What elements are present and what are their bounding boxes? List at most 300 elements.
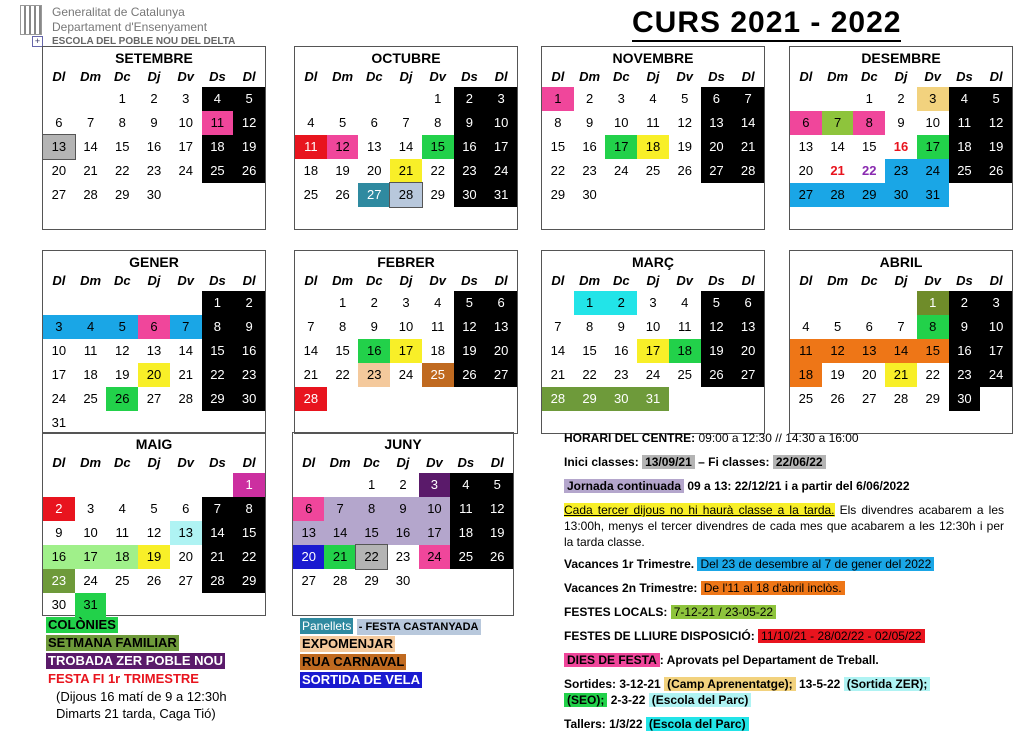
day-cell: 2 bbox=[454, 87, 486, 111]
day-cell: 12 bbox=[115, 343, 130, 358]
weekday-label: Dc bbox=[113, 273, 131, 288]
day-cell: 4 bbox=[75, 315, 107, 339]
day-cell: 9 bbox=[585, 115, 594, 130]
empty-cell bbox=[853, 291, 885, 315]
day-cell: 17 bbox=[605, 135, 637, 159]
jornada-value: 09 a 13: 22/12/21 i a partir del 6/06/2022 bbox=[687, 479, 910, 493]
weekday-label: Dc bbox=[860, 69, 878, 84]
day-cell: 12 bbox=[146, 525, 162, 540]
day-cell: 31 bbox=[51, 415, 67, 430]
day-cell: 5 bbox=[482, 473, 513, 497]
day-cell: 2 bbox=[43, 497, 75, 521]
inici-value: 13/09/21 bbox=[642, 455, 695, 469]
weekday-label: Dj bbox=[646, 69, 660, 84]
day-cell: 19 bbox=[677, 139, 692, 154]
day-cell: 4 bbox=[450, 473, 481, 497]
weekday-label: Dv bbox=[426, 455, 443, 470]
empty-cell bbox=[75, 87, 107, 111]
month-name: JUNY bbox=[384, 436, 422, 452]
day-cell: 5 bbox=[338, 115, 347, 130]
day-cell: 25 bbox=[949, 159, 981, 183]
day-cell: 11 bbox=[430, 319, 445, 334]
day-cell: 21 bbox=[178, 367, 193, 382]
tallers-value: 1/3/22 bbox=[609, 717, 643, 731]
day-cell: 28 bbox=[178, 391, 193, 406]
day-cell: 20 bbox=[367, 163, 382, 178]
day-cell: 12 bbox=[677, 115, 692, 130]
weekday-label: Dv bbox=[924, 273, 942, 288]
day-cell: 20 bbox=[798, 163, 814, 178]
day-cell: 8 bbox=[338, 319, 347, 334]
day-cell: 8 bbox=[917, 315, 949, 339]
day-cell: 20 bbox=[138, 363, 170, 387]
day-cell: 24 bbox=[398, 367, 414, 382]
empty-cell bbox=[170, 291, 202, 315]
horari-label: HORARI DEL CENTRE: bbox=[564, 431, 696, 445]
day-cell: 15 bbox=[335, 343, 350, 358]
weekday-label: Ds bbox=[461, 273, 478, 288]
day-cell: 14 bbox=[830, 139, 845, 154]
weekday-label: Dj bbox=[147, 455, 161, 470]
month-calendar bbox=[292, 432, 514, 616]
day-cell: 27 bbox=[146, 391, 162, 406]
day-cell: 24 bbox=[178, 163, 193, 178]
day-cell: 9 bbox=[55, 525, 63, 540]
tallers-label: Tallers: bbox=[564, 717, 606, 731]
day-cell: 5 bbox=[454, 291, 486, 315]
empty-cell bbox=[75, 473, 107, 497]
weekday-label: Dv bbox=[676, 273, 694, 288]
weekday-label: Dc bbox=[113, 455, 131, 470]
empty-cell bbox=[138, 473, 170, 497]
day-cell: 5 bbox=[150, 501, 158, 516]
day-cell: 27 bbox=[51, 187, 67, 202]
day-cell: 24 bbox=[51, 391, 67, 406]
weekday-label: Dl bbox=[242, 273, 256, 288]
day-cell: 19 bbox=[701, 339, 733, 363]
day-cell: 19 bbox=[482, 521, 513, 545]
day-cell: 31 bbox=[75, 593, 107, 617]
day-cell: 9 bbox=[150, 115, 158, 130]
day-grid bbox=[542, 291, 764, 411]
weekday-label: Dc bbox=[860, 273, 878, 288]
day-cell: 6 bbox=[138, 315, 170, 339]
day-cell: 15 bbox=[550, 139, 566, 154]
day-cell: 5 bbox=[106, 315, 138, 339]
day-cell: 22 bbox=[925, 367, 940, 382]
day-cell: 20 bbox=[732, 339, 764, 363]
weekday-label: Dv bbox=[177, 273, 195, 288]
sortides-date-2: 13-5-22 bbox=[798, 677, 841, 691]
day-cell: 16 bbox=[387, 521, 418, 545]
day-cell: 23 bbox=[582, 163, 597, 178]
day-cell: 15 bbox=[422, 135, 454, 159]
day-cell: 23 bbox=[949, 363, 981, 387]
day-cell: 11 bbox=[646, 115, 660, 130]
weekday-label: Dj bbox=[646, 273, 660, 288]
month-calendar bbox=[42, 432, 266, 616]
day-cell: 17 bbox=[917, 135, 949, 159]
day-cell: 27 bbox=[301, 573, 316, 588]
day-cell: 9 bbox=[387, 497, 418, 521]
day-cell: 30 bbox=[51, 597, 67, 612]
day-cell: 7 bbox=[202, 497, 234, 521]
weekday-header bbox=[790, 67, 1012, 87]
empty-cell bbox=[75, 291, 107, 315]
day-cell: 11 bbox=[115, 525, 130, 540]
day-cell: 8 bbox=[853, 111, 885, 135]
day-cell: 11 bbox=[202, 111, 234, 135]
day-cell: 20 bbox=[485, 339, 517, 363]
weekday-label: Dm bbox=[80, 455, 102, 470]
weekday-label: Dm bbox=[332, 69, 354, 84]
day-cell: 4 bbox=[118, 501, 126, 516]
weekday-header bbox=[43, 67, 265, 87]
day-cell: 23 bbox=[358, 363, 390, 387]
lliure-label: FESTES DE LLIURE DISPOSICIÓ: bbox=[564, 629, 755, 643]
dies-label: DIES DE FESTA bbox=[564, 653, 660, 667]
legend-castanyada: - FESTA CASTANYADA bbox=[358, 621, 479, 633]
day-cell: 18 bbox=[83, 367, 98, 382]
day-cell: 23 bbox=[233, 363, 265, 387]
horari-value: 09:00 a 12:30 // 14:30 a 16:00 bbox=[698, 431, 859, 445]
day-cell: 2 bbox=[150, 91, 158, 106]
legend-note-1: (Dijous 16 matí de 9 a 12:30h bbox=[56, 689, 227, 704]
month-name: NOVEMBRE bbox=[612, 50, 694, 66]
day-cell: 4 bbox=[681, 295, 689, 310]
day-cell: 9 bbox=[949, 315, 981, 339]
sortides-place-3: (Escola del Parc) bbox=[649, 693, 752, 707]
festes-locals-row bbox=[564, 604, 776, 620]
weekday-label: Dl bbox=[989, 69, 1003, 84]
day-cell: 26 bbox=[106, 387, 138, 411]
tercer-highlight: Cada tercer dijous no hi haurà classe a la tarda. bbox=[564, 503, 835, 517]
day-cell: 28 bbox=[202, 569, 234, 593]
day-cell: 10 bbox=[614, 115, 629, 130]
day-cell: 2 bbox=[605, 291, 637, 315]
vac2-value: De l'11 al 18 d'abril inclòs. bbox=[701, 581, 845, 595]
tercer-dijous-text bbox=[564, 502, 1004, 550]
day-cell: 30 bbox=[146, 187, 162, 202]
month-name: FEBRER bbox=[377, 254, 435, 270]
lliure-disposicio-row bbox=[564, 628, 925, 644]
weekday-label: Dc bbox=[365, 69, 383, 84]
weekday-label: Dm bbox=[80, 273, 102, 288]
weekday-label: Dv bbox=[429, 273, 447, 288]
day-grid bbox=[542, 87, 764, 207]
day-cell: 28 bbox=[332, 573, 348, 588]
day-cell: 15 bbox=[862, 139, 877, 154]
day-cell: 6 bbox=[732, 291, 764, 315]
day-cell: 14 bbox=[303, 343, 319, 358]
empty-cell bbox=[295, 291, 327, 315]
weekday-label: Dc bbox=[363, 455, 380, 470]
festes-label: FESTES LOCALS: bbox=[564, 605, 668, 619]
day-cell: 27 bbox=[358, 183, 390, 207]
day-cell: 14 bbox=[83, 139, 98, 154]
day-cell: 15 bbox=[202, 339, 234, 363]
day-cell: 6 bbox=[55, 115, 63, 130]
day-cell: 8 bbox=[202, 315, 234, 339]
day-cell: 29 bbox=[364, 573, 379, 588]
day-cell: 11 bbox=[949, 111, 981, 135]
weekday-label: Dv bbox=[177, 69, 195, 84]
day-cell: 18 bbox=[790, 363, 822, 387]
day-cell: 22 bbox=[582, 367, 597, 382]
weekday-label: Dl bbox=[52, 273, 66, 288]
weekday-label: Dc bbox=[365, 273, 383, 288]
day-cell: 16 bbox=[893, 139, 909, 154]
weekday-label: Dl bbox=[799, 273, 813, 288]
day-cell: 8 bbox=[554, 115, 562, 130]
day-cell: 21 bbox=[550, 367, 566, 382]
day-grid bbox=[43, 291, 265, 435]
weekday-label: Ds bbox=[708, 69, 725, 84]
empty-cell bbox=[295, 87, 327, 111]
day-cell: 13 bbox=[170, 521, 202, 545]
day-cell: 26 bbox=[454, 363, 486, 387]
day-cell: 28 bbox=[732, 159, 764, 183]
day-cell: 4 bbox=[949, 87, 981, 111]
day-cell: 27 bbox=[790, 183, 822, 207]
weekday-label: Ds bbox=[461, 69, 478, 84]
day-cell: 2 bbox=[585, 91, 594, 106]
sortides-row-1 bbox=[564, 676, 930, 692]
day-cell: 29 bbox=[550, 187, 566, 202]
weekday-header bbox=[43, 453, 265, 473]
day-cell: 20 bbox=[51, 163, 67, 178]
day-cell: 17 bbox=[637, 339, 669, 363]
day-cell: 22 bbox=[233, 545, 265, 569]
vac2-label: Vacances 2n Trimestre: bbox=[564, 581, 698, 595]
day-cell: 10 bbox=[83, 525, 98, 540]
sortides-date-1: 3-12-21 bbox=[619, 677, 661, 691]
day-cell: 6 bbox=[182, 501, 190, 516]
day-cell: 8 bbox=[233, 497, 265, 521]
plus-icon: + bbox=[32, 36, 43, 47]
day-cell: 29 bbox=[430, 187, 445, 202]
day-cell: 12 bbox=[482, 497, 513, 521]
empty-cell bbox=[43, 291, 75, 315]
vac1-label: Vacances 1r Trimestre. bbox=[564, 557, 695, 571]
legend-sortida-vela: SORTIDA DE VELA bbox=[302, 672, 420, 687]
weekday-label: Dm bbox=[80, 69, 102, 84]
day-cell: 10 bbox=[419, 497, 450, 521]
day-cell: 16 bbox=[614, 343, 629, 358]
day-cell: 5 bbox=[833, 319, 842, 334]
day-cell: 1 bbox=[865, 91, 873, 106]
day-cell: 18 bbox=[669, 339, 701, 363]
jornada-label: Jornada continuada bbox=[564, 479, 684, 493]
day-cell: 17 bbox=[178, 139, 193, 154]
day-cell: 19 bbox=[454, 339, 486, 363]
weekday-label: Dl bbox=[551, 69, 565, 84]
day-cell: 5 bbox=[681, 91, 689, 106]
day-cell: 14 bbox=[324, 521, 355, 545]
day-cell: 4 bbox=[434, 295, 442, 310]
day-cell: 14 bbox=[885, 339, 917, 363]
empty-cell bbox=[293, 473, 324, 497]
day-cell: 11 bbox=[295, 135, 327, 159]
day-cell: 23 bbox=[395, 549, 411, 564]
day-cell: 29 bbox=[925, 391, 940, 406]
day-cell: 31 bbox=[917, 183, 949, 207]
day-cell: 19 bbox=[830, 367, 845, 382]
legend-expomenjar: EXPOMENJAR bbox=[302, 636, 394, 651]
day-cell: 26 bbox=[482, 545, 513, 569]
weekday-label: Dm bbox=[579, 273, 601, 288]
legend-festa-fi-trimestre: FESTA FI 1r TRIMESTRE bbox=[48, 671, 199, 686]
weekday-label: Ds bbox=[956, 69, 973, 84]
day-cell: 5 bbox=[233, 87, 265, 111]
day-cell: 28 bbox=[893, 391, 909, 406]
day-cell: 11 bbox=[450, 497, 481, 521]
day-cell: 3 bbox=[86, 501, 95, 516]
day-cell: 15 bbox=[917, 339, 949, 363]
day-cell: 3 bbox=[402, 295, 410, 310]
weekday-label: Ds bbox=[956, 273, 973, 288]
weekday-label: Dj bbox=[147, 69, 161, 84]
day-grid bbox=[293, 473, 513, 593]
day-grid bbox=[790, 291, 1012, 411]
empty-cell bbox=[170, 473, 202, 497]
day-grid bbox=[43, 87, 265, 207]
generalitat-shield-icon bbox=[20, 5, 42, 35]
weekday-label: Dm bbox=[827, 69, 849, 84]
weekday-label: Dc bbox=[612, 273, 630, 288]
weekday-label: Dl bbox=[304, 69, 318, 84]
jornada-row bbox=[564, 478, 910, 494]
day-cell: 24 bbox=[980, 363, 1012, 387]
empty-cell bbox=[358, 87, 390, 111]
day-cell: 10 bbox=[485, 111, 517, 135]
day-cell: 9 bbox=[233, 315, 265, 339]
empty-cell bbox=[106, 473, 138, 497]
day-cell: 8 bbox=[434, 115, 442, 130]
day-cell: 29 bbox=[574, 387, 606, 411]
day-cell: 20 bbox=[293, 545, 324, 569]
day-cell: 25 bbox=[202, 159, 234, 183]
day-cell: 3 bbox=[617, 91, 625, 106]
day-cell: 31 bbox=[485, 183, 517, 207]
day-cell: 1 bbox=[542, 87, 574, 111]
day-cell: 17 bbox=[980, 339, 1012, 363]
month-name: ABRIL bbox=[879, 254, 923, 270]
day-cell: 30 bbox=[395, 573, 411, 588]
weekday-label: Dv bbox=[676, 69, 694, 84]
day-cell: 17 bbox=[390, 339, 422, 363]
day-cell: 13 bbox=[853, 339, 885, 363]
weekday-label: Ds bbox=[209, 69, 226, 84]
day-cell: 30 bbox=[605, 387, 637, 411]
legend-colonies: COLÒNIES bbox=[48, 617, 116, 632]
empty-cell bbox=[138, 291, 170, 315]
sortides-date-3: 2-3-22 bbox=[610, 693, 646, 707]
month-name: MARÇ bbox=[632, 254, 674, 270]
day-cell: 10 bbox=[398, 319, 414, 334]
day-cell: 13 bbox=[43, 135, 75, 159]
month-calendar bbox=[42, 46, 266, 230]
day-cell: 22 bbox=[202, 363, 234, 387]
month-name: OCTUBRE bbox=[371, 50, 441, 66]
weekday-label: Dv bbox=[177, 455, 195, 470]
day-cell: 1 bbox=[118, 91, 126, 106]
weekday-label: Dl bbox=[304, 273, 318, 288]
day-cell: 25 bbox=[798, 391, 814, 406]
day-cell: 23 bbox=[146, 163, 162, 178]
weekday-label: Dc bbox=[612, 69, 630, 84]
day-cell: 10 bbox=[980, 315, 1012, 339]
weekday-header bbox=[790, 271, 1012, 291]
day-cell: 21 bbox=[390, 159, 422, 183]
day-cell: 21 bbox=[830, 163, 845, 178]
weekday-label: Dl bbox=[494, 273, 508, 288]
day-cell: 31 bbox=[637, 387, 669, 411]
empty-cell bbox=[822, 291, 854, 315]
month-calendar bbox=[294, 250, 518, 434]
day-cell: 1 bbox=[367, 477, 376, 492]
day-cell: 17 bbox=[419, 521, 450, 545]
day-cell: 3 bbox=[917, 87, 949, 111]
day-cell: 16 bbox=[454, 135, 486, 159]
month-calendar bbox=[541, 250, 765, 434]
day-cell: 15 bbox=[356, 521, 387, 545]
day-cell: 28 bbox=[295, 387, 327, 411]
day-cell: 1 bbox=[233, 473, 265, 497]
day-cell: 22 bbox=[335, 367, 350, 382]
weekday-label: Dv bbox=[924, 69, 942, 84]
day-cell: 26 bbox=[701, 363, 733, 387]
day-cell: 24 bbox=[419, 545, 450, 569]
day-cell: 27 bbox=[862, 391, 877, 406]
day-cell: 23 bbox=[614, 367, 629, 382]
weekday-label: Dj bbox=[894, 69, 908, 84]
day-cell: 7 bbox=[86, 115, 95, 130]
day-cell: 5 bbox=[701, 291, 733, 315]
day-cell: 30 bbox=[233, 387, 265, 411]
day-cell: 1 bbox=[338, 295, 347, 310]
day-cell: 12 bbox=[454, 315, 486, 339]
day-cell: 7 bbox=[307, 319, 315, 334]
day-cell: 14 bbox=[550, 343, 566, 358]
day-cell: 26 bbox=[980, 159, 1012, 183]
day-cell: 21 bbox=[324, 545, 355, 569]
sortides-label: Sortides: bbox=[564, 677, 617, 691]
day-cell: 26 bbox=[677, 163, 692, 178]
day-cell: 22 bbox=[356, 545, 387, 569]
sortides-place-1: (Camp Aprenentatge); bbox=[664, 677, 796, 691]
weekday-label: Dl bbox=[741, 273, 755, 288]
day-cell: 19 bbox=[233, 135, 265, 159]
month-name: MAIG bbox=[135, 436, 173, 452]
day-cell: 21 bbox=[202, 545, 234, 569]
day-cell: 28 bbox=[83, 187, 98, 202]
day-cell: 8 bbox=[118, 115, 126, 130]
day-cell: 13 bbox=[367, 139, 382, 154]
sortides-place-3a: (SEO); bbox=[564, 693, 607, 707]
day-cell: 11 bbox=[83, 343, 98, 358]
day-cell: 13 bbox=[293, 521, 324, 545]
day-cell: 10 bbox=[178, 115, 193, 130]
weekday-label: Dl bbox=[52, 69, 66, 84]
day-cell: 16 bbox=[949, 339, 981, 363]
day-cell: 23 bbox=[454, 159, 486, 183]
day-cell: 5 bbox=[980, 87, 1012, 111]
sortides-place-2: (Sortida ZER); bbox=[844, 677, 931, 691]
day-cell: 4 bbox=[202, 87, 234, 111]
day-cell: 15 bbox=[115, 139, 130, 154]
legend-rua-carnaval: RUA CARNAVAL bbox=[302, 654, 405, 669]
